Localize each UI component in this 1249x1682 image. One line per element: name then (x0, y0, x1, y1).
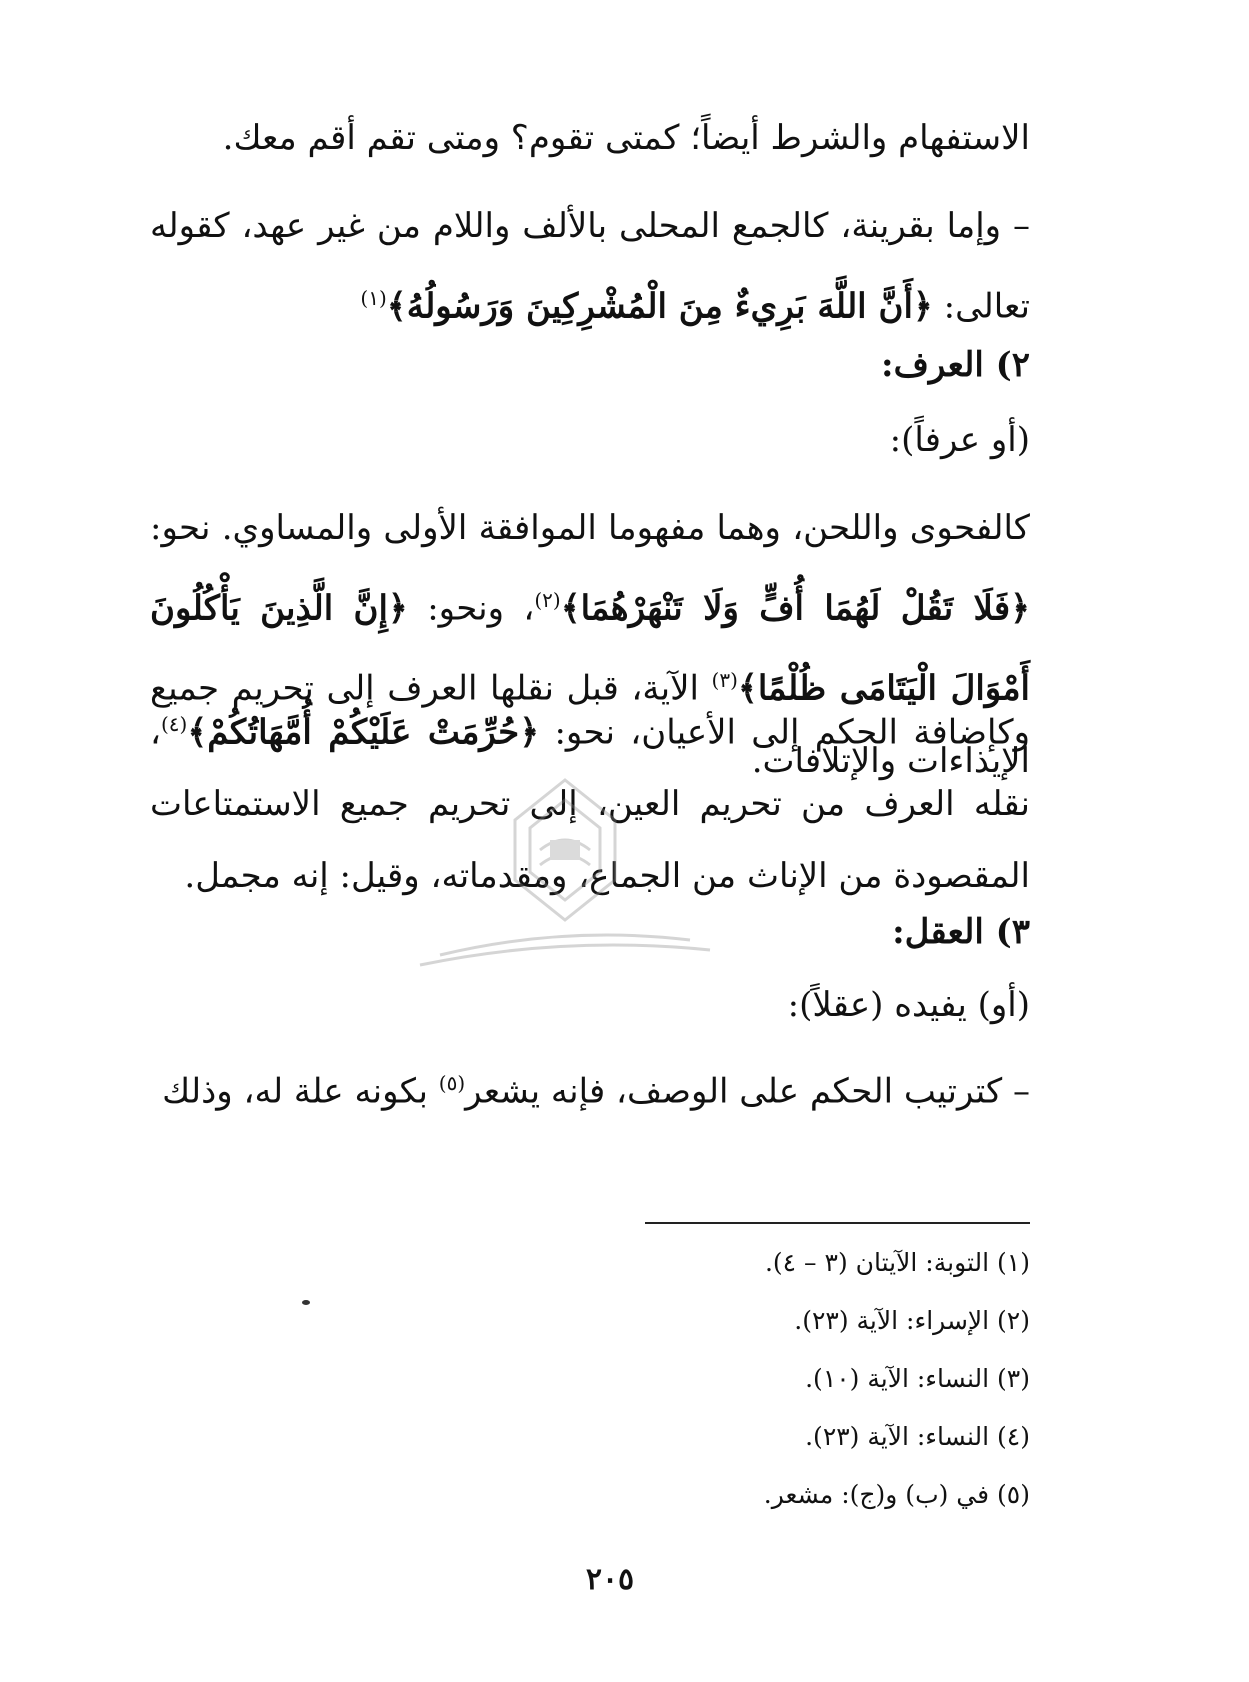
section-heading-urf-text: ٢) العرف: (881, 345, 1030, 385)
footnote-2 (794, 1306, 1030, 1335)
footnote-2-text: (٢) الإسراء: الآية (٢٣). (794, 1306, 1030, 1335)
footnote-ref-3: (٣) (711, 668, 738, 693)
footnote-3 (805, 1364, 1030, 1393)
section-subheading-urf (890, 420, 1030, 460)
quran-verse-4: ﴿حُرِّمَتْ عَلَيْكُمْ أُمَّهَاتُكُمْ﴾ (187, 712, 540, 753)
section-heading-aql-text: ٣) العقل: (892, 912, 1030, 952)
paragraph-2-text: – وإما بقرينة، كالجمع المحلى بالألف واللام من غير عهد، كقوله تعالى: (150, 206, 1030, 327)
section-subheading-aql-text: (أو) يفيده (عقلاً): (787, 985, 1030, 1025)
footnote-5 (764, 1480, 1030, 1509)
paragraph-2 (150, 190, 1030, 342)
footnote-4-text: (٤) النساء: الآية (٢٣). (805, 1422, 1030, 1451)
footnote-ref-5: (٥) (438, 1071, 466, 1095)
paragraph-1-text: الاستفهام والشرط أيضاً؛ كمتى تقوم؟ ومتى تقم أقم معك. (222, 118, 1030, 158)
footnote-ref-2: (٢) (534, 588, 561, 612)
section-heading-aql (892, 912, 1030, 952)
footnote-ref-1: (١) (360, 286, 387, 310)
paragraph-3-text-a: كالفحوى واللحن، وهما مفهوما الموافقة الأولى والمساوي. نحو: (150, 508, 1030, 548)
quran-verse-3: ﴿إِنَّ الَّذِينَ يَأْكُلُونَ أَمْوَالَ الْيَتَامَى ظُلْمًا﴾ (150, 588, 1030, 709)
quran-verse-1: ﴿أَنَّ اللَّهَ بَرِيءٌ مِنَ الْمُشْرِكِينَ وَرَسُولُهُ﴾ (386, 286, 933, 327)
footnote-ref-4: (٤) (160, 712, 188, 736)
footnote-divider (645, 1222, 1030, 1224)
footnote-5-text: (٥) في (ب) و(ج): مشعر. (763, 1480, 1030, 1509)
paragraph-4-text-a: وكإضافة الحكم إلى الأعيان، نحو: (539, 712, 1031, 753)
scan-speck (302, 1300, 310, 1305)
paragraph-5 (150, 1047, 1030, 1127)
footnote-4 (805, 1422, 1030, 1451)
paragraph-3-text-c: الآية، قبل نقلها العرف إلى تحريم جميع الإيذاءات والإتلافات. (150, 668, 1030, 781)
footnote-1-text: (١) التوبة: الآيتان (٣ – ٤). (764, 1248, 1030, 1277)
section-subheading-urf-text: (أو عرفاً): (889, 420, 1030, 460)
quran-verse-2: ﴿فَلَا تَقُلْ لَهُمَا أُفٍّ وَلَا تَنْهَرْهُمَا﴾ (560, 588, 1030, 629)
paragraph-1 (223, 118, 1030, 158)
section-subheading-aql (788, 985, 1030, 1025)
page-number (530, 1562, 690, 1597)
footnote-3-text: (٣) النساء: الآية (١٠). (805, 1364, 1030, 1393)
section-heading-urf (881, 345, 1030, 385)
paragraph-4-text-b: ، نقله العرف من تحريم العين، إلى تحريم جميع الاستمتاعات المقصودة من الإناث من الجماع، ومقدماته، وقيل: إنه مجمل. (150, 712, 1030, 897)
paragraph-3-text-b: ، ونحو: (407, 588, 535, 629)
institute-seal-watermark-icon (400, 760, 730, 980)
page-number-text: ٢٠٥ (585, 1562, 635, 1597)
paragraph-5-text-b: بكونه علة له، وذلك (162, 1071, 439, 1112)
footnote-1 (765, 1248, 1030, 1277)
paragraph-5-text-a: – كترتيب الحكم على الوصف، فإنه يشعر (465, 1071, 1030, 1112)
